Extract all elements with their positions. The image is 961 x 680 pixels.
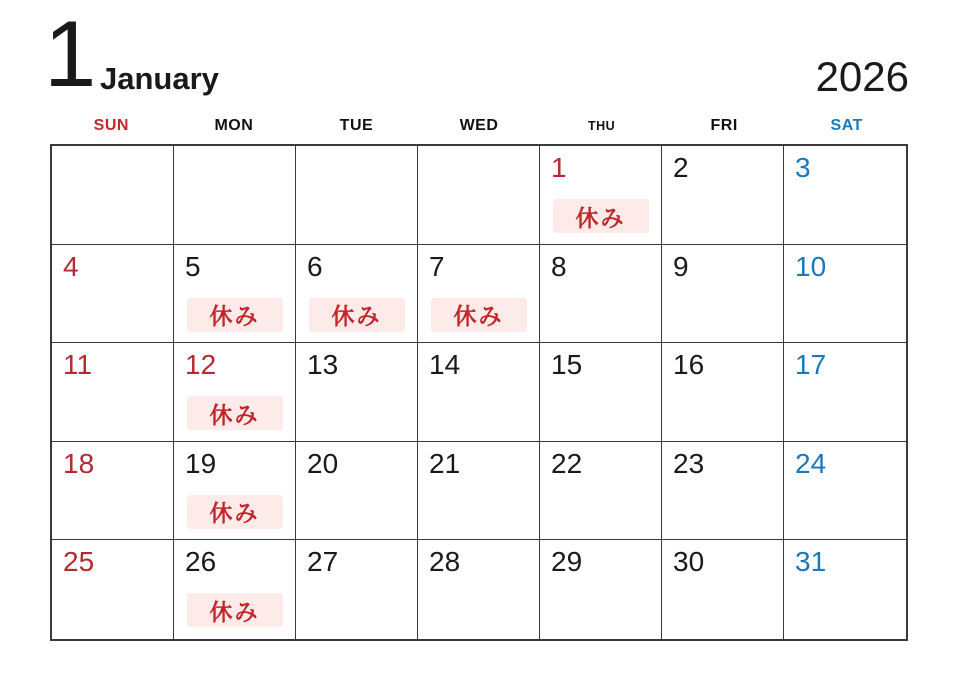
calendar-cell-day-27 <box>296 540 418 639</box>
day-number: 6 <box>307 250 323 282</box>
day-number: 5 <box>185 250 201 282</box>
calendar-cell-day-20 <box>296 442 418 541</box>
holiday-badge: 休み <box>187 396 283 430</box>
holiday-badge: 休み <box>309 298 405 332</box>
calendar-cell-day-22 <box>540 442 662 541</box>
day-number: 8 <box>551 250 567 282</box>
day-number: 27 <box>307 546 339 578</box>
calendar-cell-day-26 <box>174 540 296 639</box>
calendar-cell-day-30 <box>662 540 784 639</box>
calendar-cell-day-14 <box>418 343 540 442</box>
holiday-badge: 休み <box>187 495 283 529</box>
day-number: 2 <box>673 152 689 183</box>
day-number: 21 <box>429 447 461 479</box>
holiday-badge: 休み <box>187 593 283 627</box>
day-number: 12 <box>185 349 217 381</box>
calendar-cell-empty <box>52 146 174 245</box>
calendar-cell-day-1 <box>540 146 662 245</box>
weekday-sun: SUN <box>93 117 129 134</box>
calendar-cell-day-7 <box>418 245 540 344</box>
weekday-thu: THU <box>587 119 616 133</box>
day-number: 1 <box>551 152 567 183</box>
calendar-cell-day-28 <box>418 540 540 639</box>
calendar-cell-day-16 <box>662 343 784 442</box>
holiday-badge: 休み <box>553 199 649 233</box>
calendar-cell-day-5 <box>174 245 296 344</box>
calendar-cell-empty <box>418 146 540 245</box>
calendar-cell-day-4 <box>52 245 174 344</box>
weekday-header-row <box>50 110 908 142</box>
calendar-cell-day-18 <box>52 442 174 541</box>
day-number: 16 <box>673 349 705 381</box>
calendar-cell-day-6 <box>296 245 418 344</box>
weekday-mon: MON <box>214 117 254 134</box>
day-number: 15 <box>551 349 583 381</box>
calendar-cell-day-31 <box>784 540 906 639</box>
day-number: 28 <box>429 546 461 578</box>
year-label: 2026 <box>815 53 909 100</box>
holiday-badge: 休み <box>187 298 283 332</box>
day-number: 25 <box>63 546 95 578</box>
calendar-cell-empty <box>174 146 296 245</box>
month-name: January <box>100 61 219 96</box>
weekday-wed: WED <box>459 117 499 134</box>
day-number: 7 <box>429 250 445 282</box>
calendar-cell-day-9 <box>662 245 784 344</box>
calendar-cell-day-21 <box>418 442 540 541</box>
day-number: 30 <box>673 546 705 578</box>
day-number: 18 <box>63 447 95 479</box>
day-number: 22 <box>551 447 583 479</box>
day-number: 24 <box>795 447 827 479</box>
calendar-cell-day-29 <box>540 540 662 639</box>
calendar-cell-day-12 <box>174 343 296 442</box>
calendar-cell-day-13 <box>296 343 418 442</box>
day-number: 29 <box>551 546 583 578</box>
day-number: 26 <box>185 546 217 578</box>
day-number: 23 <box>673 447 705 479</box>
weekday-fri: FRI <box>710 117 738 134</box>
day-number: 13 <box>307 349 339 381</box>
day-number: 17 <box>795 349 827 381</box>
day-number: 14 <box>429 349 461 381</box>
day-number: 31 <box>795 546 827 578</box>
calendar-cell-day-19 <box>174 442 296 541</box>
calendar-grid <box>50 144 908 641</box>
calendar-cell-day-24 <box>784 442 906 541</box>
month-number: 1 <box>44 1 95 106</box>
calendar-cell-day-17 <box>784 343 906 442</box>
calendar-cell-day-10 <box>784 245 906 344</box>
weekday-tue: TUE <box>339 117 374 134</box>
day-number: 20 <box>307 447 339 479</box>
holiday-badge: 休み <box>431 298 527 332</box>
calendar-cell-day-11 <box>52 343 174 442</box>
day-number: 9 <box>673 250 689 282</box>
day-number: 10 <box>795 250 827 282</box>
calendar-cell-day-23 <box>662 442 784 541</box>
weekday-sat: SAT <box>830 117 863 134</box>
calendar-cell-day-25 <box>52 540 174 639</box>
calendar-cell-day-2 <box>662 146 784 245</box>
calendar-cell-empty <box>296 146 418 245</box>
calendar-cell-day-3 <box>784 146 906 245</box>
day-number: 11 <box>63 349 93 381</box>
day-number: 3 <box>795 152 811 183</box>
day-number: 19 <box>185 447 217 479</box>
day-number: 4 <box>63 250 79 282</box>
calendar-cell-day-8 <box>540 245 662 344</box>
calendar-cell-day-15 <box>540 343 662 442</box>
